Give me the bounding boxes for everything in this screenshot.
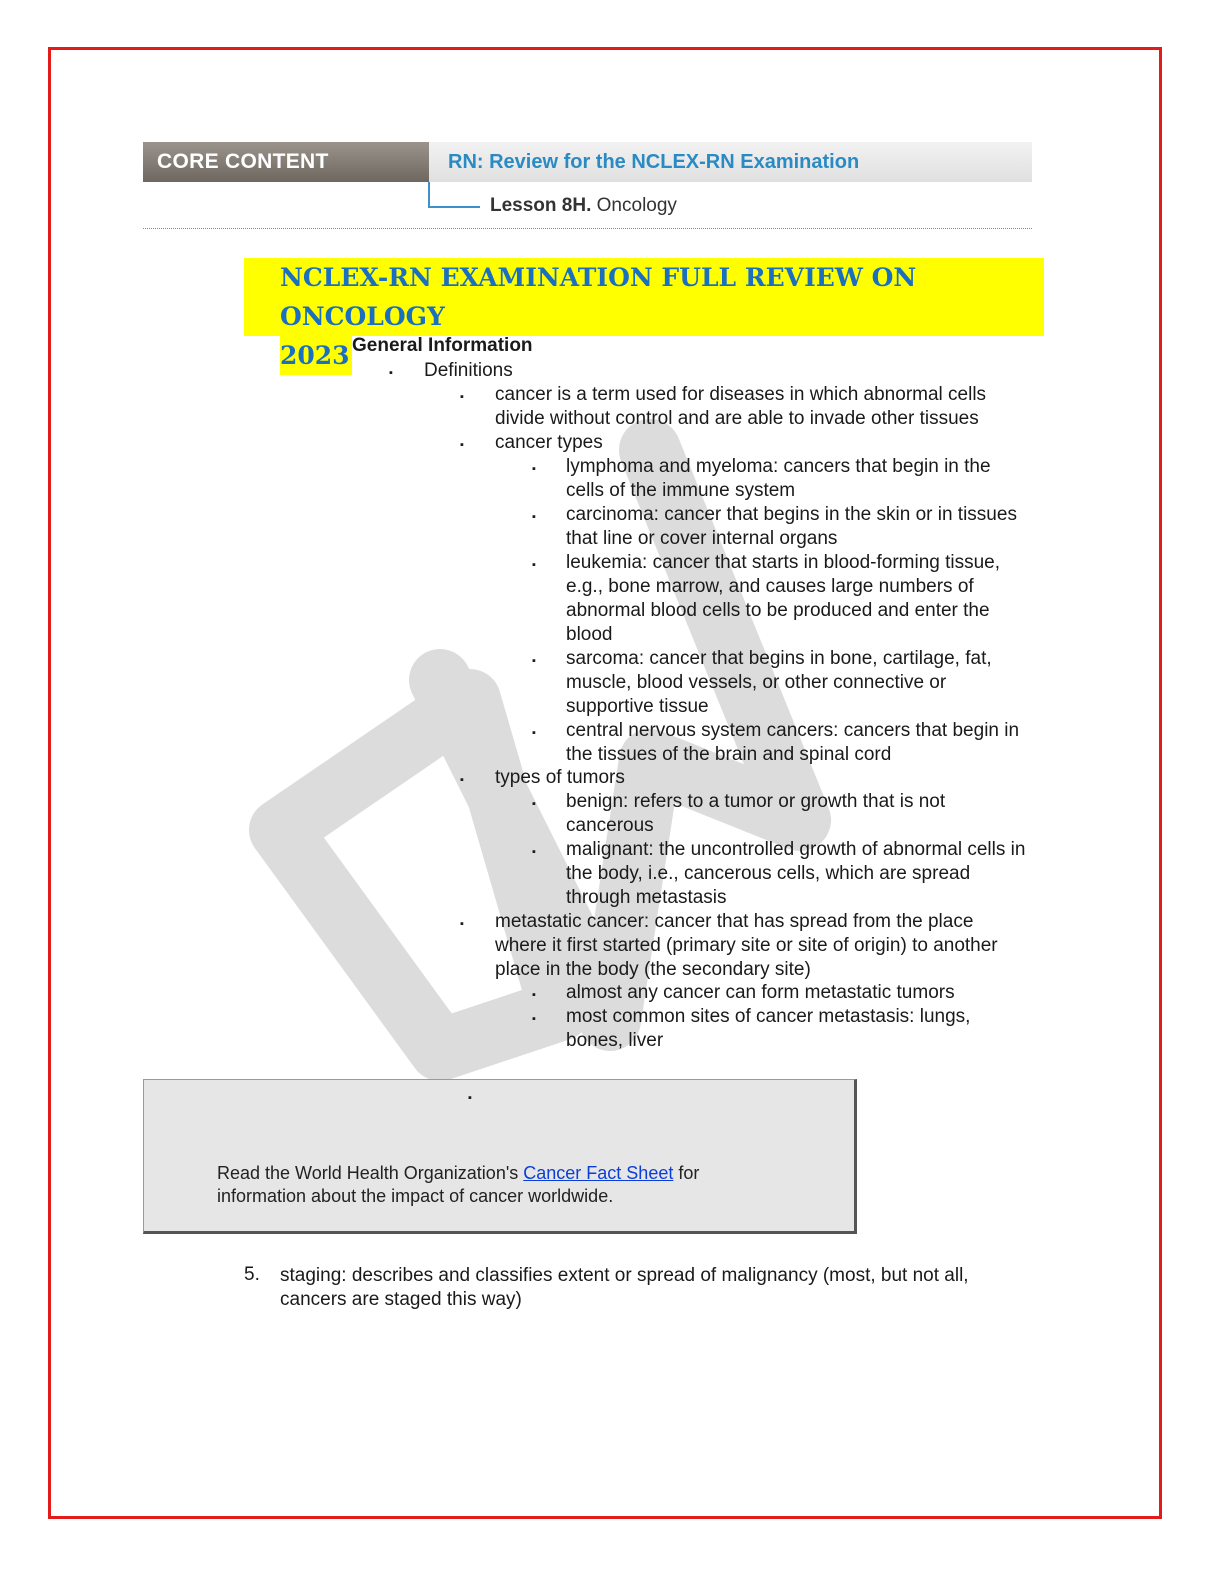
list-item-line: where it first started (primary site or site of origin) to another — [495, 935, 998, 956]
bullet: ▪ — [532, 463, 536, 475]
cancer-fact-sheet-link[interactable]: Cancer Fact Sheet — [523, 1163, 674, 1183]
list-item-line: carcinoma: cancer that begins in the skin or in tissues — [566, 504, 1017, 525]
title-line-2: 2023 — [280, 336, 352, 375]
info-callout-box — [143, 1079, 857, 1234]
list-number: 5. — [244, 1264, 260, 1285]
callout-text-line2: information about the impact of cancer worldwide. — [217, 1186, 614, 1206]
lesson-connector-line — [428, 182, 480, 208]
core-content-label: CORE CONTENT — [143, 142, 429, 182]
cancer-definition-line: cancer is a term used for diseases in which abnormal cells — [495, 384, 987, 405]
bullet: ▪ — [460, 391, 464, 403]
list-item-line: almost any cancer can form metastatic tumors — [566, 982, 955, 1003]
list-item-line: blood — [566, 624, 613, 645]
cancer-definition-line: divide without control and are able to invade other tissues — [495, 408, 979, 429]
callout-bullet: ▪ — [468, 1092, 472, 1104]
title-line-1: NCLEX-RN EXAMINATION FULL REVIEW ON ONCOLOGY — [244, 258, 1044, 336]
list-item-line: e.g., bone marrow, and causes large numbers of — [566, 576, 974, 597]
list-item-line: through metastasis — [566, 887, 727, 908]
bullet: ▪ — [532, 559, 536, 571]
bullet: ▪ — [532, 727, 536, 739]
bullet: ▪ — [460, 774, 464, 786]
bullet: ▪ — [532, 798, 536, 810]
staging-line-1: staging: describes and classifies extent or spread of malignancy (most, but not all, — [280, 1265, 969, 1286]
list-item-line: cells of the immune system — [566, 480, 796, 501]
list-item-line: sarcoma: cancer that begins in bone, cartilage, fat, — [566, 648, 992, 669]
list-item-line: supportive tissue — [566, 696, 709, 717]
staging-line-2: cancers are staged this way) — [280, 1289, 522, 1310]
tumor-types-label: types of tumors — [495, 767, 625, 788]
list-item-line: the tissues of the brain and spinal cord — [566, 744, 892, 765]
cancer-types-label: cancer types — [495, 432, 603, 453]
lesson-number: Lesson 8H. — [490, 195, 592, 216]
list-item-line: place in the body (the secondary site) — [495, 959, 811, 980]
bullet: ▪ — [532, 1013, 536, 1025]
bullet: ▪ — [460, 918, 464, 930]
definitions-label: Definitions — [424, 360, 513, 381]
list-item-line: the body, i.e., cancerous cells, which are spread — [566, 863, 971, 884]
callout-text-after: for — [673, 1163, 700, 1183]
bullet: ▪ — [532, 989, 536, 1001]
list-item-line: metastatic cancer: cancer that has spread from the place — [495, 911, 974, 932]
list-item-line: lymphoma and myeloma: cancers that begin in the — [566, 456, 991, 477]
bullet: ▪ — [532, 511, 536, 523]
callout-text-before: Read the World Health Organization's — [217, 1163, 524, 1183]
lesson-heading — [490, 195, 677, 217]
lesson-topic: Oncology — [591, 195, 677, 216]
bullet: ▪ — [532, 655, 536, 667]
list-item-line: bones, liver — [566, 1030, 664, 1051]
list-item-line: leukemia: cancer that starts in blood-forming tissue, — [566, 552, 1001, 573]
list-item-line: abnormal blood cells to be produced and enter the — [566, 600, 990, 621]
bullet: ▪ — [389, 367, 393, 379]
bullet: ▪ — [460, 439, 464, 451]
document-title — [244, 258, 1044, 375]
list-item-line: most common sites of cancer metastasis: lungs, — [566, 1006, 971, 1027]
bullet: ▪ — [532, 846, 536, 858]
list-item-line: benign: refers to a tumor or growth that is not — [566, 791, 946, 812]
list-item-line: that line or cover internal organs — [566, 528, 838, 549]
staging-text — [280, 1264, 1060, 1312]
list-item-line: cancerous — [566, 815, 654, 836]
list-item-line: muscle, blood vessels, or other connective or — [566, 672, 947, 693]
section-heading: General Information — [352, 335, 533, 356]
header-divider — [143, 228, 1032, 229]
callout-text — [217, 1162, 699, 1208]
list-item-line: malignant: the uncontrolled growth of abnormal cells in — [566, 839, 1026, 860]
list-item-line: central nervous system cancers: cancers that begin in — [566, 720, 1020, 741]
course-title: RN: Review for the NCLEX-RN Examination — [429, 142, 1032, 182]
